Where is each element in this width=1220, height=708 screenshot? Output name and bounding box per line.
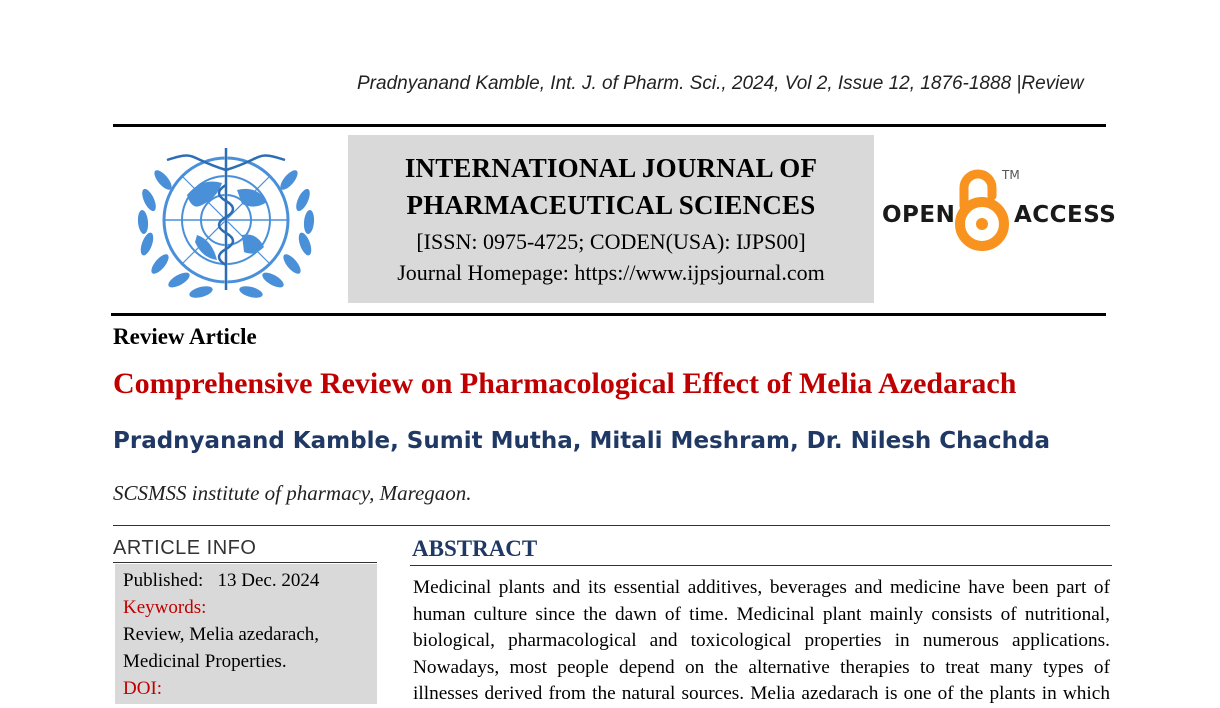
keywords-line1: Review, Melia azedarach,: [123, 624, 320, 645]
abstract-line: illnesses derived from the natural sources. Melia azedarach is one of the plants in which: [413, 683, 1110, 704]
affiliation: SCSMSS institute of pharmacy, Maregaon.: [113, 481, 472, 505]
header-top-rule: [113, 124, 1106, 127]
un-emblem-caduceus-icon: [127, 140, 325, 306]
keywords-line2: Medicinal Properties.: [123, 651, 287, 672]
journal-homepage[interactable]: Journal Homepage: https://www.ijpsjournal.com: [397, 260, 825, 285]
article-info-box: [115, 564, 377, 704]
author-list: Pradnyanand Kamble, Sumit Mutha, Mitali Meshram, Dr. Nilesh Chachda: [113, 428, 1051, 454]
paper-title: Comprehensive Review on Pharmacological Effect of Melia Azedarach: [113, 367, 1017, 400]
published-date: 13 Dec. 2024: [217, 570, 320, 591]
article-info-heading: ARTICLE INFO: [113, 537, 257, 559]
article-info-rule: [113, 562, 377, 563]
journal-title-line1: INTERNATIONAL JOURNAL OF: [404, 153, 818, 183]
open-access-word-right: ACCESS: [1014, 202, 1117, 228]
keywords-label: Keywords:: [123, 597, 207, 618]
journal-issn: [ISSN: 0975-4725; CODEN(USA): IJPS00]: [416, 229, 806, 254]
abstract-line: Nowadays, most people depend on the alternative therapies to treat many types of: [413, 656, 1110, 678]
article-type: Review Article: [113, 324, 257, 349]
abstract-rule: [410, 565, 1112, 566]
published-row: [123, 567, 369, 594]
journal-title-line2: PHARMACEUTICAL SCIENCES: [406, 190, 816, 220]
running-header: Pradnyanand Kamble, Int. J. of Pharm. Sci., 2024, Vol 2, Issue 12, 1876-1888 |Review: [357, 73, 1084, 94]
doi-label: DOI:: [123, 678, 163, 699]
abstract-line: biological, pharmacological and toxicological properties in numerous applications.: [413, 630, 1110, 651]
abstract-heading: ABSTRACT: [412, 536, 538, 561]
trademark-mark: TM: [1002, 168, 1020, 182]
section-divider: [113, 525, 1110, 526]
abstract-line: human culture since the dawn of time. Medicinal plant mainly consists of nutritional,: [413, 603, 1110, 625]
header-bottom-rule: [111, 313, 1106, 316]
abstract-line: Medicinal plants and its essential additives, beverages and medicine have been part of: [413, 577, 1110, 598]
abstract-body: [413, 575, 1110, 708]
open-access-word-left: OPEN: [882, 202, 956, 228]
open-access-badge: [880, 166, 1117, 256]
journal-title-box: [348, 135, 874, 303]
published-label: Published:: [123, 570, 204, 591]
